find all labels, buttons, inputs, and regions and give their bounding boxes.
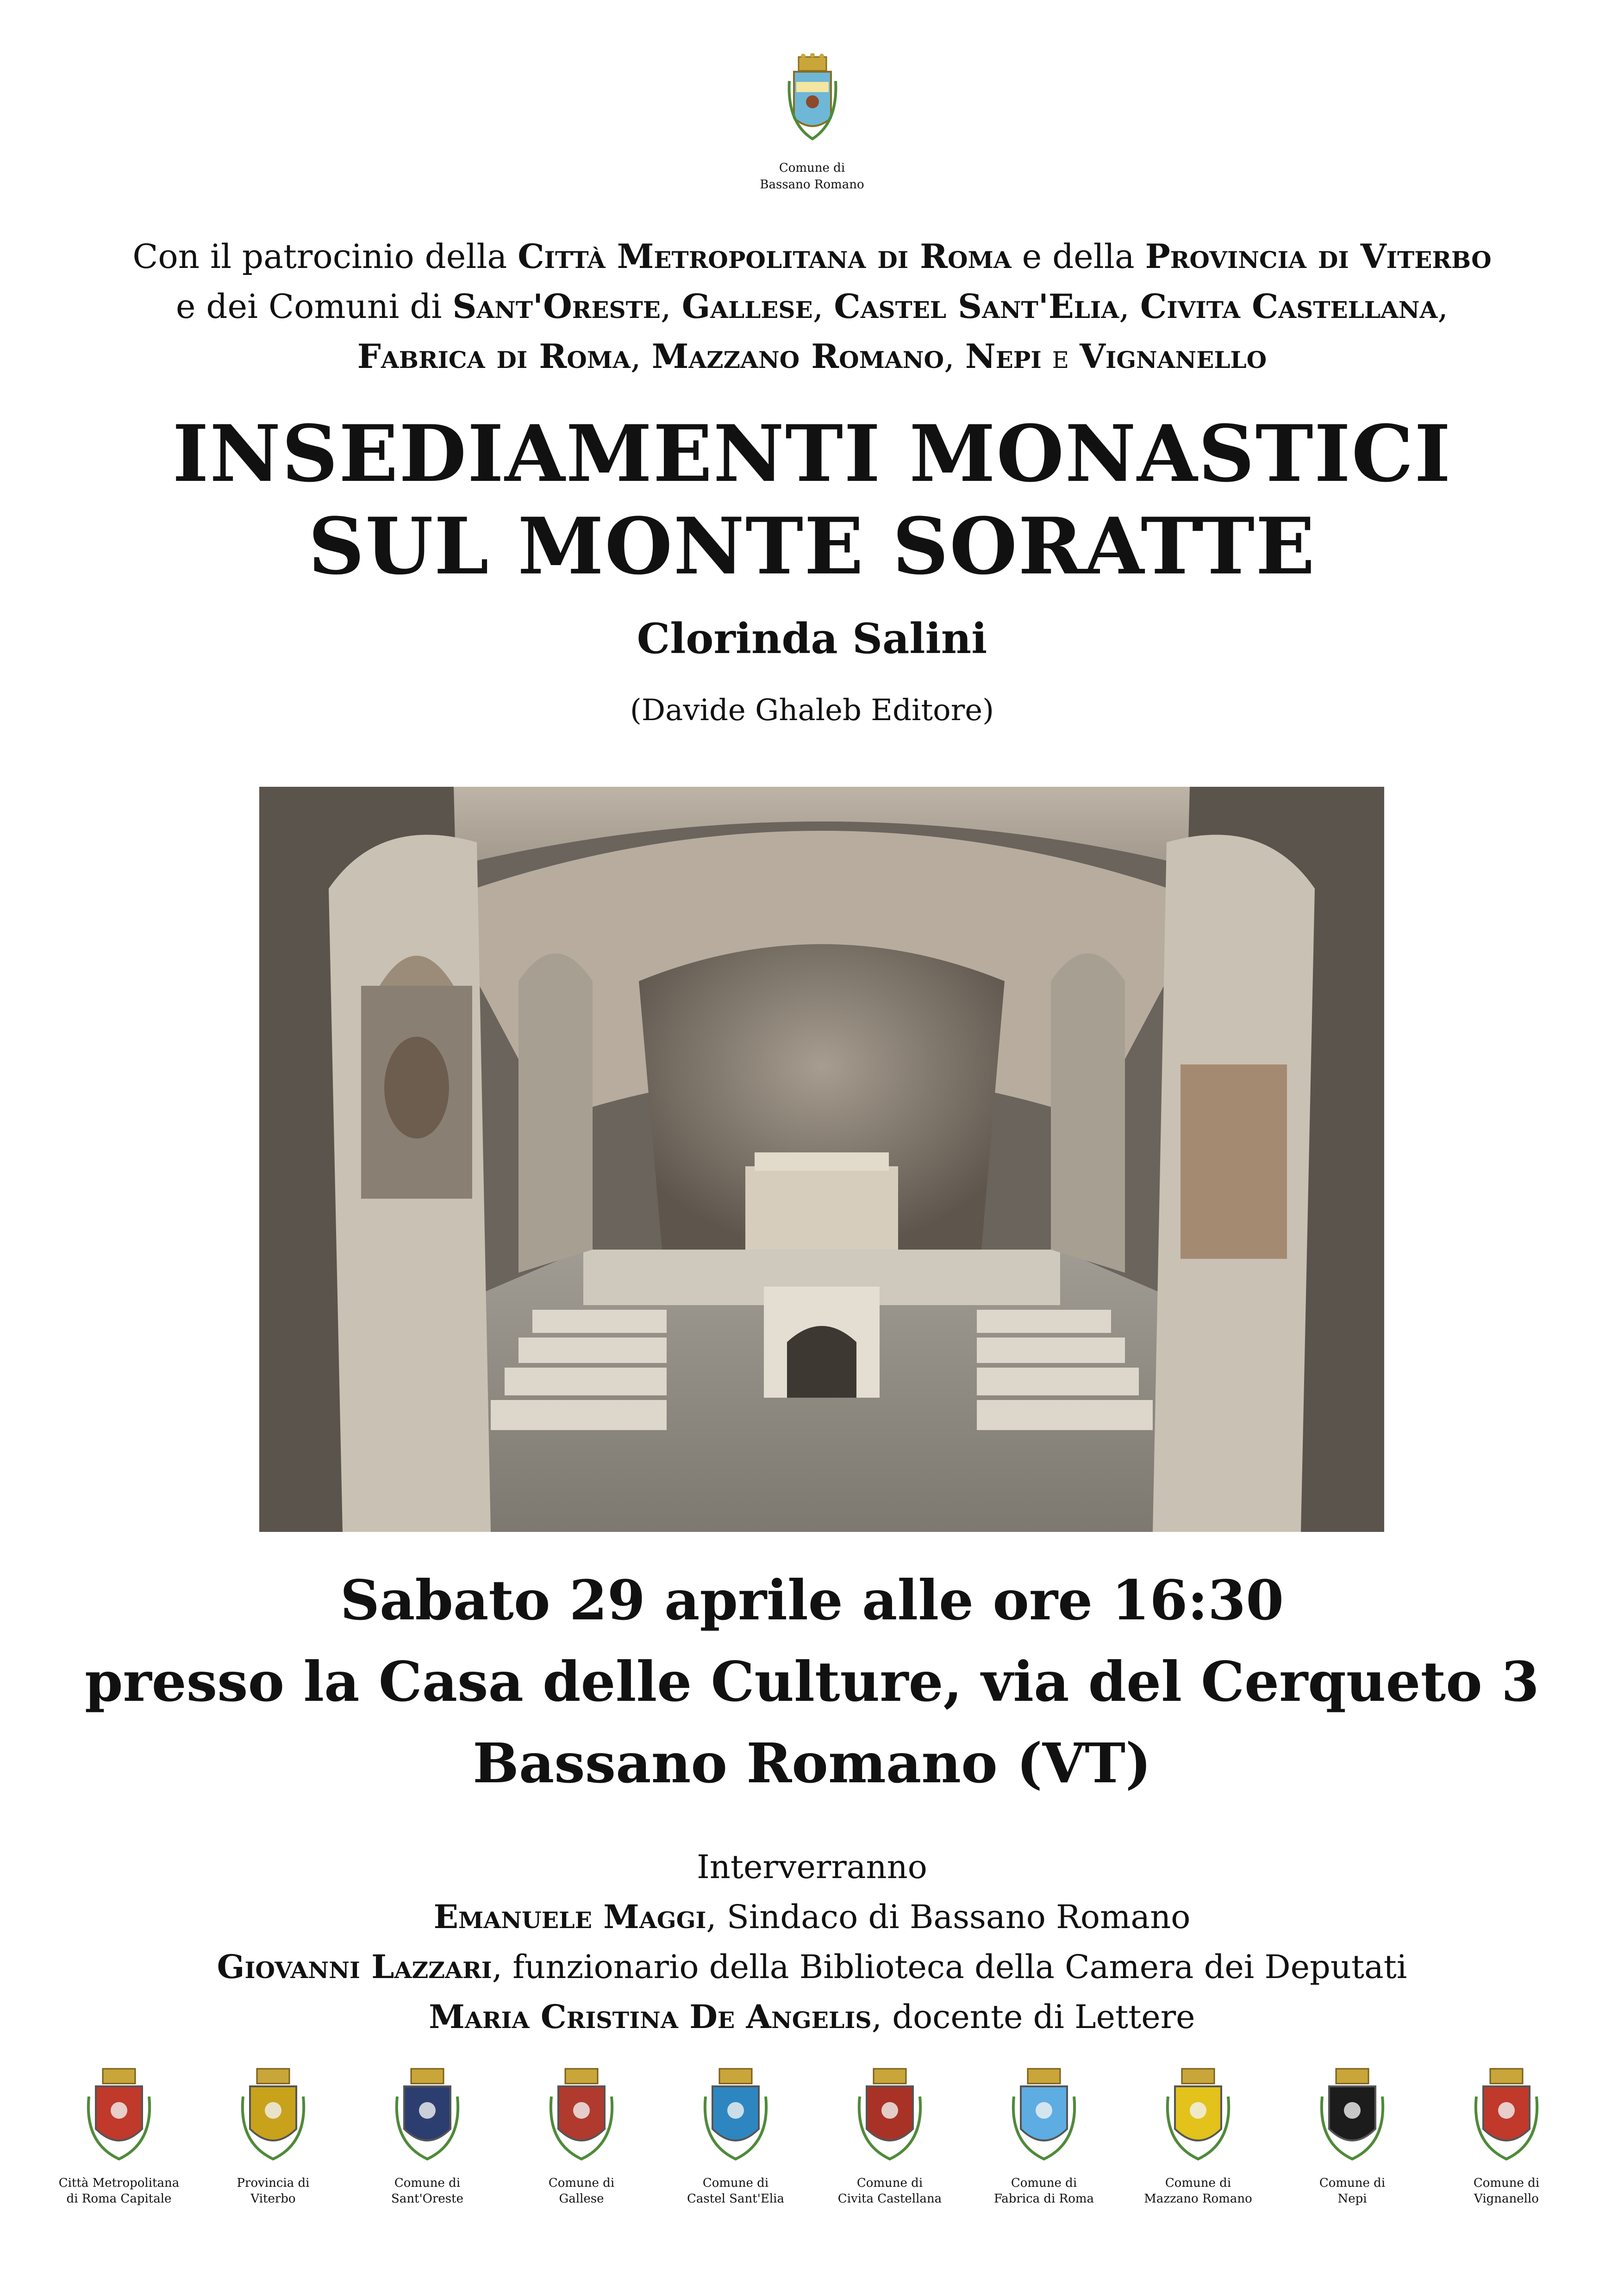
patron-fabrica-di-roma: Fabrica di Roma: [357, 336, 631, 376]
patron-provincia-viterbo: Provincia di Viterbo: [1145, 236, 1492, 276]
caption-line1: Comune di: [1165, 2176, 1231, 2190]
caption-line2: di Roma Capitale: [66, 2192, 172, 2206]
caption-line2: Mazzano Romano: [1144, 2192, 1252, 2206]
sponsor-logo-caption: [970, 2175, 1118, 2207]
speaker-row: [0, 1942, 1624, 1992]
page-title: [0, 407, 1624, 592]
civita-castellana-crest-icon: [848, 2064, 931, 2166]
speaker-name: Emanuele Maggi: [433, 1898, 706, 1936]
sponsor-logo: [970, 2064, 1118, 2259]
caption-line1: Comune di: [1011, 2176, 1077, 2190]
patron-nepi: Nepi: [965, 336, 1042, 376]
roma-capitale-crest-icon: [77, 2064, 161, 2166]
vignanello-crest-icon: [1465, 2064, 1548, 2166]
text: ,: [630, 337, 652, 376]
speaker-name: Maria Cristina De Angelis: [429, 1997, 872, 2036]
speaker-row: [0, 1992, 1624, 2042]
nepi-crest-icon: [1311, 2064, 1394, 2166]
sponsor-logo-caption: [199, 2175, 347, 2207]
patronage-line-3: [0, 331, 1624, 381]
sponsor-logo: [1278, 2064, 1426, 2259]
sponsor-logo-caption: [353, 2175, 501, 2207]
sant-oreste-crest-icon: [386, 2064, 469, 2166]
sponsor-logo-caption: [1278, 2175, 1426, 2207]
bassano-romano-crest-icon: [787, 53, 838, 160]
patronage-text: [0, 231, 1624, 381]
gallese-crest-icon: [540, 2064, 623, 2166]
crest-caption-line2: Bassano Romano: [760, 178, 864, 192]
patron-citta-metropolitana: Città Metropolitana di Roma: [518, 236, 1012, 276]
sponsor-logo-caption: [1432, 2175, 1580, 2207]
sponsor-logo: [45, 2064, 193, 2259]
event-date: Sabato 29 aprile alle ore 16:30: [340, 1568, 1284, 1632]
sponsor-logos: [42, 2064, 1583, 2259]
caption-line2: Civita Castellana: [837, 2192, 942, 2206]
caption-line2: Fabrica di Roma: [993, 2192, 1094, 2206]
caption-line1: Comune di: [702, 2176, 769, 2190]
event-details: [0, 1560, 1624, 1804]
caption-line1: Comune di: [1319, 2176, 1386, 2190]
patronage-line-2: [0, 281, 1624, 331]
patron-gallese: Gallese: [681, 286, 813, 326]
speakers: [0, 1842, 1624, 2042]
sponsor-logo: [662, 2064, 810, 2259]
sponsor-logo-caption: [662, 2175, 810, 2207]
sponsor-logo: [1432, 2064, 1580, 2259]
sponsor-logo: [353, 2064, 501, 2259]
sponsor-logo: [199, 2064, 347, 2259]
title-line-2: SUL MONTE SORATTE: [308, 500, 1316, 592]
caption-line1: Comune di: [856, 2176, 923, 2190]
event-town: Bassano Romano (VT): [473, 1731, 1151, 1795]
caption-line2: Gallese: [559, 2192, 604, 2206]
caption-line2: Nepi: [1337, 2192, 1367, 2206]
speaker-role: , funzionario della Biblioteca della Camera dei Deputati: [492, 1948, 1407, 1986]
text: ,: [812, 287, 834, 326]
patronage-line-1: [0, 231, 1624, 281]
patron-castel-sant-elia: Castel Sant'Elia: [834, 286, 1119, 326]
caption-line1: Comune di: [394, 2176, 461, 2190]
text: ,: [660, 287, 682, 326]
sponsor-logo-caption: [45, 2175, 193, 2207]
sponsor-logo-caption: [1124, 2175, 1272, 2207]
caption-line2: Sant'Oreste: [391, 2192, 463, 2206]
sponsor-logo: [507, 2064, 656, 2259]
fabrica-di-roma-crest-icon: [1002, 2064, 1086, 2166]
speaker-name: Giovanni Lazzari: [217, 1948, 492, 1986]
sponsor-logo-caption: [816, 2175, 964, 2207]
publisher: (Davide Ghaleb Editore): [630, 693, 994, 728]
author: Clorinda Salini: [637, 614, 987, 663]
sponsor-logo: [816, 2064, 964, 2259]
text: ,: [944, 337, 965, 376]
event-venue: presso la Casa delle Culture, via del Cerqueto 3: [84, 1649, 1540, 1714]
mazzano-romano-crest-icon: [1156, 2064, 1240, 2166]
caption-line1: Comune di: [1473, 2176, 1540, 2190]
text: ,: [1119, 287, 1140, 326]
crest-caption: [0, 160, 1624, 193]
caption-line1: Provincia di: [237, 2176, 310, 2190]
speakers-intro: Interverranno: [697, 1848, 927, 1886]
speaker-role: , docente di Lettere: [871, 1998, 1195, 2036]
viterbo-crest-icon: [231, 2064, 315, 2166]
text: Con il patrocinio della: [132, 237, 518, 276]
text: ,: [1437, 287, 1449, 326]
patron-sant-oreste: Sant'Oreste: [452, 286, 661, 326]
caption-line1: Città Metropolitana: [58, 2176, 180, 2190]
speaker-role: , Sindaco di Bassano Romano: [706, 1898, 1191, 1936]
caption-line2: Viterbo: [250, 2192, 296, 2206]
crest-caption-line1: Comune di: [779, 161, 845, 175]
speaker-row: [0, 1892, 1624, 1942]
sponsor-logo: [1124, 2064, 1272, 2259]
text: e dei Comuni di: [175, 287, 453, 326]
castel-sant-elia-crest-icon: [694, 2064, 777, 2166]
patron-mazzano-romano: Mazzano Romano: [651, 336, 944, 376]
sponsor-logo-caption: [507, 2175, 656, 2207]
text: e della: [1011, 237, 1145, 276]
caption-line2: Vignanello: [1474, 2192, 1539, 2206]
caption-line2: Castel Sant'Elia: [687, 2192, 784, 2206]
text: e: [1041, 337, 1080, 376]
patron-vignanello: Vignanello: [1080, 336, 1267, 376]
patron-civita-castellana: Civita Castellana: [1140, 286, 1438, 326]
title-line-1: INSEDIAMENTI MONASTICI: [172, 408, 1452, 499]
caption-line1: Comune di: [548, 2176, 615, 2190]
church-interior-photo: [259, 787, 1384, 1532]
